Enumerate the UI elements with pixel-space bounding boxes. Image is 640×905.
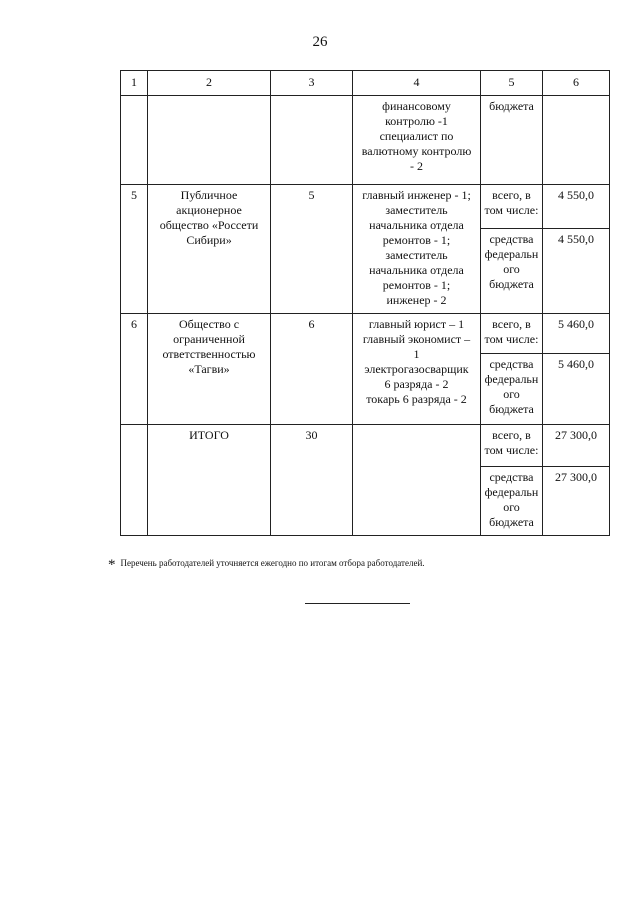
cell-budget-value: 27 300,0: [543, 425, 610, 467]
cell-budget-value: 5 460,0: [543, 314, 610, 354]
cell-budget-label: бюджета: [481, 96, 543, 185]
table-header-row: [121, 71, 610, 96]
cell-budget-label: всего, в том числе:: [481, 185, 543, 229]
cell-positions: [353, 425, 481, 536]
cell-number: 6: [121, 314, 148, 425]
cell-budget-value: [543, 96, 610, 185]
cell-budget-label: всего, в том числе:: [481, 425, 543, 467]
footnote-text: Перечень работодателей уточняется ежегодно по итогам отбора работодателей.: [120, 558, 425, 568]
cell-employer: Публичное акционерное общество «Россети Сибири»: [148, 185, 271, 314]
cell-budget-value: 5 460,0: [543, 354, 610, 425]
cell-employer: [148, 96, 271, 185]
table-row: [121, 314, 610, 354]
cell-number: [121, 96, 148, 185]
employers-table: [120, 70, 610, 536]
page-number: 26: [312, 34, 328, 50]
cell-budget-label: средства федеральн ого бюджета: [481, 467, 543, 536]
cell-budget-value: 4 550,0: [543, 229, 610, 314]
column-header: 3: [271, 71, 353, 96]
cell-count: 30: [271, 425, 353, 536]
table-row-total: [121, 425, 610, 467]
cell-number: [121, 425, 148, 536]
cell-count: [271, 96, 353, 185]
table-row-continuation: [121, 96, 610, 185]
footnote: [108, 557, 608, 571]
end-rule: [305, 603, 410, 604]
column-header: 4: [353, 71, 481, 96]
cell-budget-label: средства федеральн ого бюджета: [481, 354, 543, 425]
cell-employer: ИТОГО: [148, 425, 271, 536]
cell-budget-value: 4 550,0: [543, 185, 610, 229]
column-header: 2: [148, 71, 271, 96]
cell-count: 6: [271, 314, 353, 425]
cell-employer: Общество с ограниченной ответственностью «Тагви»: [148, 314, 271, 425]
column-header: 6: [543, 71, 610, 96]
cell-budget-label: всего, в том числе:: [481, 314, 543, 354]
table-row: [121, 185, 610, 229]
cell-positions: главный инженер - 1; заместитель начальника отдела ремонтов - 1; заместитель начальника отдела ремонтов - 1; инженер - 2: [353, 185, 481, 314]
cell-positions: главный юрист – 1 главный экономист – 1 электрогазосварщик 6 разряда - 2 токарь 6 разряда - 2: [353, 314, 481, 425]
column-header: 5: [481, 71, 543, 96]
cell-budget-value: 27 300,0: [543, 467, 610, 536]
cell-count: 5: [271, 185, 353, 314]
column-header: 1: [121, 71, 148, 96]
cell-number: 5: [121, 185, 148, 314]
cell-positions: финансовому контролю -1 специалист по валютному контролю - 2: [353, 96, 481, 185]
footnote-marker: *: [108, 557, 116, 573]
cell-budget-label: средства федеральн ого бюджета: [481, 229, 543, 314]
